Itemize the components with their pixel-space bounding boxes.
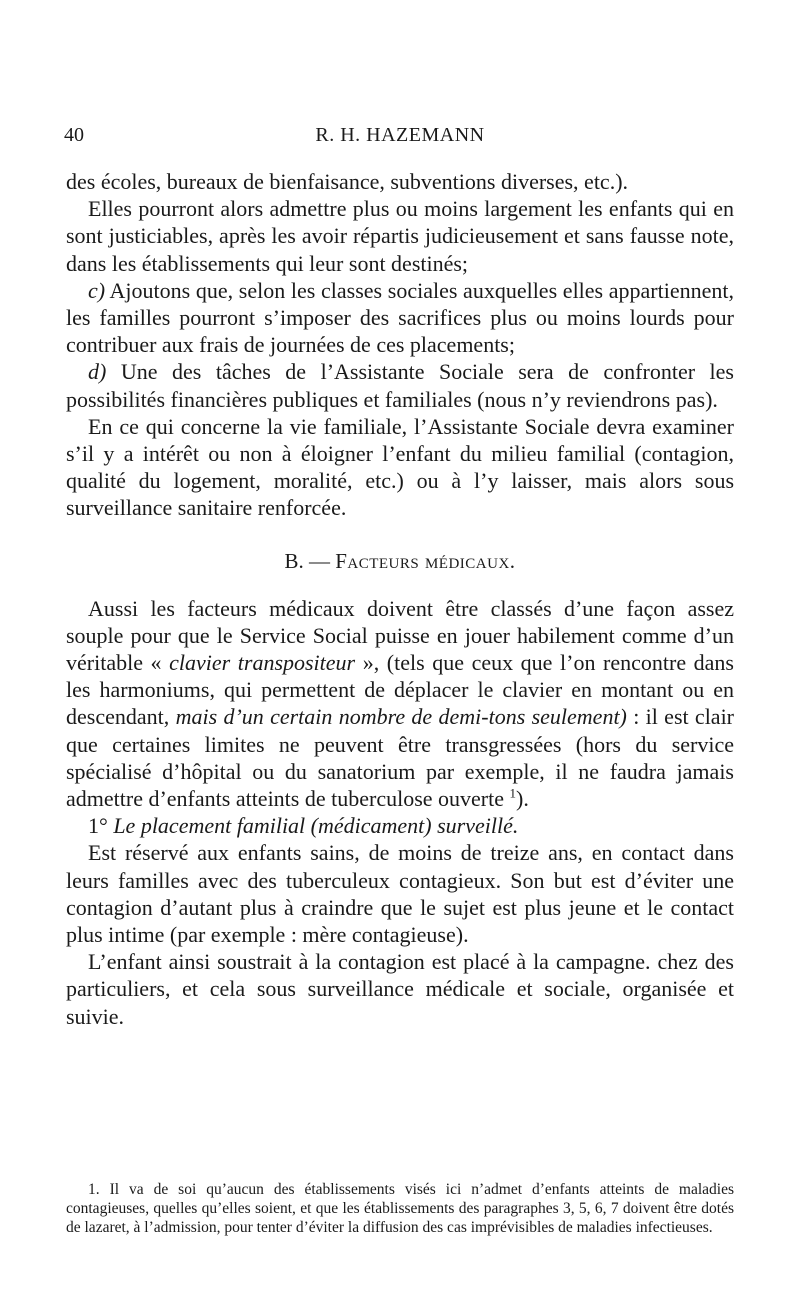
page-header xyxy=(64,124,736,154)
section-prefix: B. — xyxy=(284,548,336,573)
main-text xyxy=(66,168,734,1030)
paragraph: En ce qui concerne la vie familiale, l’Assistante Sociale devra examiner s’il y a intérêt ou non à éloigner l’enfant du milieu familial (contagion, qualité du logement, moralité, etc.) ou à l’y laisser, mais alors sous surveillance sanitaire renforcée. xyxy=(66,413,734,521)
footnote-text: 1. Il va de soi qu’aucun des établissements visés ici n’admet d’enfants atteints de maladies contagieuses, quelles qu’elles soient, et que les établissements des paragraphes 3, 5, 6, 7 doivent être dotés de lazaret, à l’admission, pour tenter d’éviter la diffusion des cas imprévisibles de maladies infectieuses. xyxy=(66,1181,734,1236)
paragraph-item-d xyxy=(66,358,734,412)
section-title: Facteurs médicaux. xyxy=(335,548,516,573)
item-label-c: c) xyxy=(88,277,106,303)
footnote xyxy=(66,1180,734,1237)
paragraph: Est réservé aux enfants sains, de moins de treize ans, en contact dans leurs familles avec des tuberculeux contagieux. Son but est d’éviter une contagion d’autant plus à craindre que le sujet est plus jeune et le contact plus intime (par exemple : mère contagieuse). xyxy=(66,840,734,948)
section-heading-b xyxy=(66,548,734,575)
item-label-d: d) xyxy=(88,359,107,385)
paragraph: L’enfant ainsi soustrait à la contagion est placé à la campagne. chez des particuliers, et cela sous surveillance médicale et sociale, organisée et suivie. xyxy=(66,949,734,1029)
paragraph: Elles pourront alors admettre plus ou moins largement les enfants qui en sont justiciables, après les avoir répartis judicieusement et sans fausse note, dans les établissements qui leur sont destinés; xyxy=(66,196,734,276)
running-title: R. H. HAZEMANN xyxy=(315,124,485,146)
paragraph-item-c xyxy=(66,277,734,359)
text-run: », (tels que ceux que l’on rencontre dans les harmoniums, qui permettent de déplacer le clavier en montant ou en descendant, xyxy=(66,650,734,730)
subsection-title: Le placement familial (médicament) surveillé. xyxy=(107,813,519,839)
subsection-number: 1° xyxy=(88,813,108,839)
italic-run: mais d’un certain nombre de demi-tons seulement) xyxy=(175,704,627,730)
text-run: ). xyxy=(516,786,529,812)
text-run: Aussi les facteurs médicaux doivent être classés d’une façon assez souple pour que le Service Social puisse en jouer habilement comme d’un véritable « xyxy=(66,595,734,676)
item-text-c: Ajoutons que, selon les classes sociales auxquelles elles appartiennent, les familles pourront s’imposer des sacrifices plus ou moins lourds pour contribuer aux frais de journées de ces placements; xyxy=(66,277,734,358)
text-run: : il est clair que certaines limites ne peuvent être transgressées (hors du service spécialisé d’hôpital ou du sanatorium par exemple, il ne faudra jamais admettre d’enfants atteints de tuberculose ouverte xyxy=(66,704,735,812)
footnote-reference: 1 xyxy=(509,785,516,801)
paragraph-medical-factors xyxy=(66,595,734,813)
item-text-d: Une des tâches de l’Assistante Sociale sera de confronter les possibilités financières publiques et familiales (nous n’y reviendrons pas). xyxy=(66,359,734,412)
italic-run: clavier transpositeur xyxy=(169,650,356,676)
subsection-heading-1 xyxy=(66,812,734,839)
paragraph-continuation: des écoles, bureaux de bienfaisance, subventions diverses, etc.). xyxy=(66,169,629,194)
page-number: 40 xyxy=(64,124,84,146)
